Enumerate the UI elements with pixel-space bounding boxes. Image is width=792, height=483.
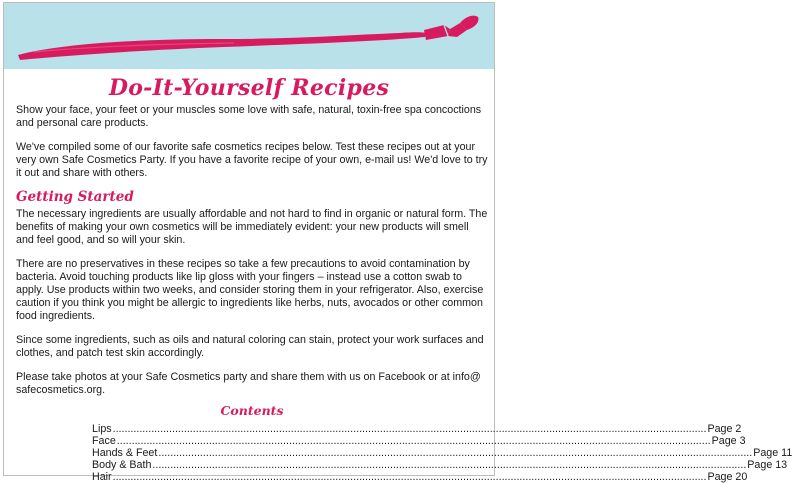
contents-heading: Contents	[220, 403, 284, 418]
toc-item-hands-feet[interactable]	[92, 447, 792, 459]
section-heading-getting-started: Getting Started	[16, 189, 134, 205]
toc-label: Hands & Feet	[92, 447, 158, 459]
toc-item-body-bath[interactable]	[92, 459, 788, 471]
intro-paragraph: Show your face, your feet or your muscles some love with safe, natural, toxin-free spa concoctions and personal care products.	[16, 104, 482, 129]
toc-leader	[152, 459, 746, 471]
page-title: Do-It-Yourself Recipes	[108, 75, 390, 101]
toc-item-lips[interactable]	[92, 423, 742, 435]
toc-item-face[interactable]	[92, 435, 746, 447]
toc-label: Face	[92, 435, 116, 447]
toc-leader	[113, 471, 707, 483]
getting-started-paragraph: Please take photos at your Safe Cosmetics party and share them with us on Facebook or at info@ safecosmetics.org.	[16, 371, 481, 396]
lipstick-stroke-icon	[4, 3, 494, 69]
document-body	[16, 104, 792, 483]
getting-started-paragraph: The necessary ingredients are usually affordable and not hard to find in organic or natural form. The benefits of making your own cosmetics will be immediately evident: your new products will smell and feel good, and so will your skin.	[16, 208, 488, 246]
toc-leader	[117, 435, 711, 447]
toc-page: Page 2	[707, 423, 742, 435]
toc-label: Lips	[92, 423, 112, 435]
toc-item-hair[interactable]	[92, 471, 748, 483]
toc-page: Page 13	[747, 459, 788, 471]
toc-label: Body & Bath	[92, 459, 152, 471]
toc-leader	[113, 423, 707, 435]
intro-paragraph: We've compiled some of our favorite safe cosmetics recipes below. Test these recipes out at your very own Safe Cosmetics Party. If you have a favorite recipe of your own, e-mail us! We'd love to try it out and share with others.	[16, 141, 488, 179]
table-of-contents	[92, 423, 792, 483]
toc-page: Page 3	[711, 435, 746, 447]
header-banner	[4, 3, 494, 69]
toc-leader	[158, 447, 752, 459]
toc-page: Page 11	[753, 447, 792, 459]
toc-label: Hair	[92, 471, 112, 483]
getting-started-paragraph: Since some ingredients, such as oils and natural coloring can stain, protect your work surfaces and clothes, and patch test skin accordingly.	[16, 334, 484, 359]
getting-started-paragraph: There are no preservatives in these recipes so take a few precautions to avoid contamination by bacteria. Avoid touching products like lip gloss with your fingers – instead use a cotton swab to apply. Use products within two weeks, and consider storing them in your refrigerator. Also, exercise caution if you think you might be allergic to ingredients like herbs, nuts, avocados or other common food ingredients.	[16, 258, 484, 322]
toc-page: Page 20	[707, 471, 748, 483]
page-frame	[3, 2, 792, 483]
